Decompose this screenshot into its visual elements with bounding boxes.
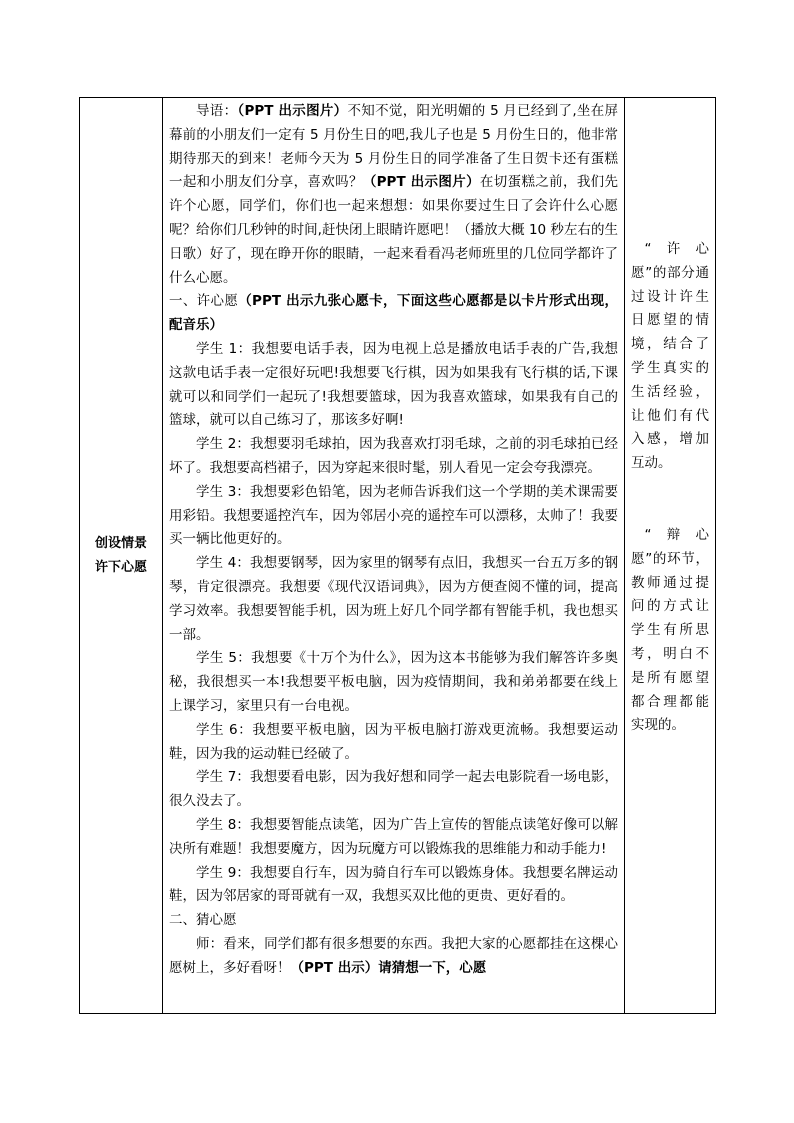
student-paragraph: 学生 8：我想要智能点读笔，因为广告上宣传的智能点读笔好像可以解决所有难题！我想要魔方，因为玩魔方可以锻炼我的思维能力和动手能力! — [169, 816, 618, 857]
stage-label-line2: 许下心愿 — [94, 559, 147, 575]
content-cell — [163, 98, 625, 1014]
teacher-text: 师：看来，同学们都有很多想要的东西。我把大家的心愿都挂在这棵心愿树上，多好看呀！ — [169, 935, 618, 976]
student-paragraph: 学生 9：我想要自行车，因为骑自行车可以锻炼身体。我想要名牌运动鞋，因为邻居家的哥哥就有一双，我想买双比他的更贵、更好看的。 — [169, 864, 618, 905]
teacher-paragraph — [169, 933, 618, 981]
notes-cell — [625, 98, 716, 1014]
student-paragraph: 学生 2：我想要羽毛球拍，因为我喜欢打羽毛球，之前的羽毛球拍已经坏了。我想要高档裙子，因为穿起来很时髦，别人看见一定会夸我漂亮。 — [169, 436, 618, 476]
stage-label — [80, 532, 162, 580]
stage-cell — [80, 98, 163, 1014]
student-paragraph: 学生 3：我想要彩色铅笔，因为老师告诉我们这一个学期的美术课需要用彩铅。我想要遥控汽车，因为邻居小亮的遥控车可以漂移，太帅了！我要买一辆比他更好的。 — [169, 483, 618, 548]
lesson-content — [163, 98, 624, 980]
ppt-cue: （PPT 出示） — [290, 959, 379, 976]
section-heading-1 — [169, 290, 618, 338]
student-paragraph: 学生 4：我想要钢琴，因为家里的钢琴有点旧，我想买一台五万多的钢琴，肯定很漂亮。我想要《现代汉语词典》，因为方便查阅不懂的词，提高学习效率。我想要智能手机，因为班上好几个同学都有智能手机，我也想买一部。 — [169, 555, 618, 643]
design-note: “许心愿”的部分通过设计许生日愿望的情境，结合了学生真实的生活经验，让他们有代入感，增加互动。 — [631, 241, 709, 472]
teacher-prompt: 请猜想一下，心愿 — [378, 959, 487, 976]
intro-text-2: 在切蛋糕之前，我们先许个心愿，同学们，你们也一起来想想：如果你要过生日了会许什么心愿呢？给你们几秒钟的时间,赶快闭上眼睛许愿吧！（播放大概 10 秒左右的生日歌）好了，现在睁开你的眼睛，一起来看看冯老师班里的几位同学都许了什么心愿。 — [169, 174, 619, 286]
intro-lead: 导语： — [196, 103, 238, 119]
section-note: （PPT 出示九张心愿卡，下面这些心愿都是以卡片形式出现，配音乐） — [169, 293, 618, 334]
student-paragraph: 学生 6：我想要平板电脑，因为平板电脑打游戏更流畅。我想要运动鞋，因为我的运动鞋已经破了。 — [169, 721, 618, 762]
student-paragraph: 学生 5：我想要《十万个为什么》，因为这本书能够为我们解答许多奥秘，我很想买一本!我想要平板电脑，因为疫情期间，我和弟弟都要在线上上课学习，家里只有一台电视。 — [169, 650, 618, 714]
design-notes — [625, 98, 715, 738]
section-heading-2: 二、猜心愿 — [169, 912, 237, 929]
ppt-cue: （PPT 出示图片） — [237, 103, 348, 119]
table-row — [80, 98, 716, 1014]
student-paragraph: 学生 7：我想要看电影，因为我好想和同学一起去电影院看一场电影，很久没去了。 — [169, 769, 618, 810]
ppt-cue: （PPT 出示图片） — [362, 174, 480, 191]
student-paragraph: 学生 1：我想要电话手表，因为电视上总是播放电话手表的广告,我想这款电话手表一定很好玩吧!我想要飞行棋，因为如果我有飞行棋的话,下课就可以和同学们一起玩了!我想要篮球，因为我喜欢篮球，如果我有自己的篮球，就可以自己练习了，那该多好啊! — [169, 340, 618, 429]
intro-paragraph — [169, 100, 618, 290]
lesson-plan-table — [79, 97, 716, 1014]
section-title: 一、许心愿 — [169, 293, 239, 310]
stage-label-line1: 创设情景 — [94, 535, 147, 551]
design-note: “辩心愿”的环节，教师通过提问的方式让学生有所思考，明白不是所有愿望都合理都能实现的。 — [631, 526, 709, 734]
intro-text: 不知不觉，阳光明媚的 5 月已经到了,坐在屏幕前的小朋友们一定有 5 月份生日的吧,我儿子也是 5 月份生日的，他非常期待那天的到来！老师今天为 5 月份生日的同学准备了生日贺卡还有蛋糕一起和小朋友们分享，喜欢吗？ — [169, 103, 619, 191]
